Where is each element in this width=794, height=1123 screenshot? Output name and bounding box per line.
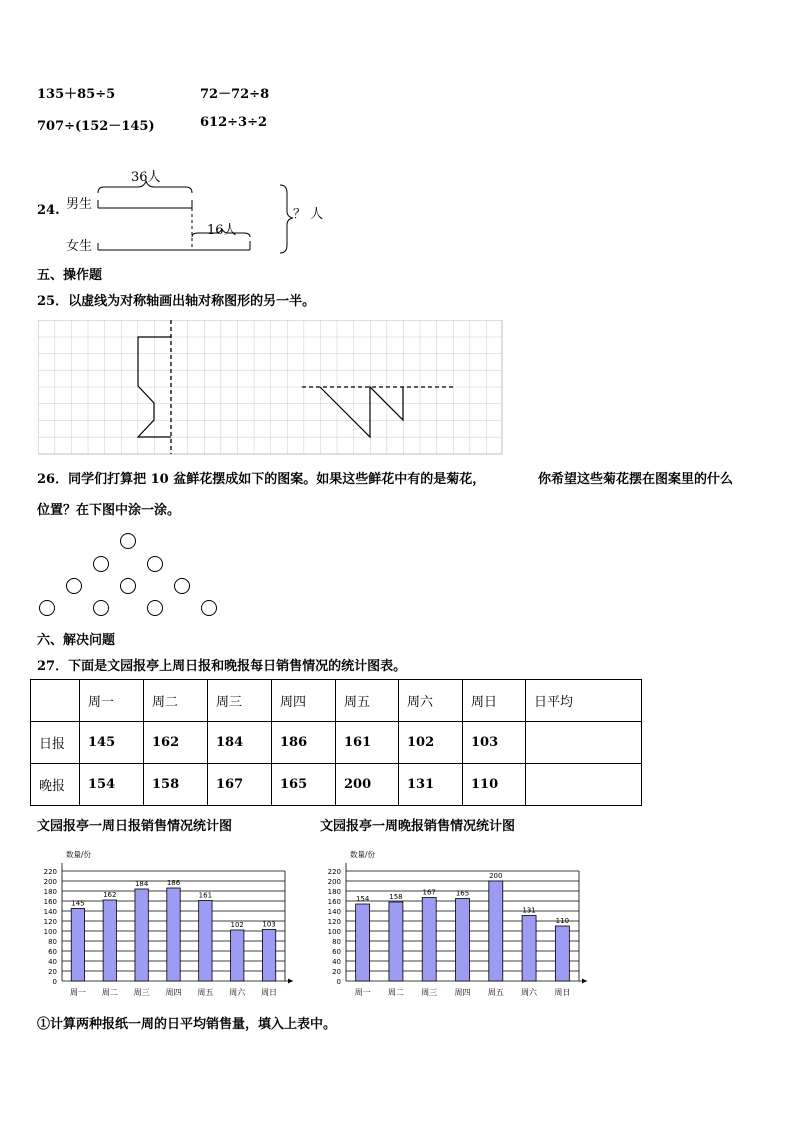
table-header-cell: 日平均	[526, 680, 642, 722]
section5-title: 五、操作题	[37, 268, 103, 283]
calc-2: 72－72÷8	[200, 87, 270, 102]
flower-circle[interactable]	[93, 556, 109, 572]
y-tick-label: 100	[43, 928, 57, 936]
y-tick-label: 220	[43, 868, 57, 876]
bar	[389, 902, 403, 981]
table-header-cell: 周四	[272, 680, 336, 722]
y-tick-label: 60	[48, 948, 57, 956]
data-label: 154	[355, 895, 370, 903]
data-label: 165	[455, 889, 470, 898]
sales-table	[30, 679, 642, 806]
boys-label: 男生	[66, 197, 93, 212]
flower-circle[interactable]	[174, 578, 190, 594]
y-axis-label: 数量/份	[350, 850, 376, 859]
data-label: 102	[230, 921, 244, 929]
table-cell: 184	[208, 722, 272, 764]
table-cell: 110	[463, 764, 526, 806]
y-tick-label: 140	[43, 908, 57, 916]
table-row	[31, 764, 642, 806]
bar	[262, 930, 275, 982]
flower-circle[interactable]	[147, 600, 163, 616]
x-tick-label: 周日	[261, 988, 278, 997]
bar	[555, 926, 569, 981]
calc-3: 707÷(152－145)	[37, 119, 155, 134]
bar	[167, 888, 180, 981]
bar	[199, 901, 212, 982]
y-tick-label: 120	[327, 918, 341, 926]
q26-text-a: 26．同学们打算把 10 盆鲜花摆成如下的图案。如果这些鲜花中有的是菊花，	[37, 472, 486, 487]
y-axis-label: 数量/份	[66, 850, 92, 859]
table-header-cell: 周六	[399, 680, 463, 722]
total-question: ？ 人	[293, 207, 324, 222]
x-tick-label: 周二	[101, 988, 118, 997]
table-cell: 154	[80, 764, 144, 806]
x-tick-label: 周一	[69, 988, 86, 997]
table-cell: 167	[208, 764, 272, 806]
data-label: 161	[198, 891, 213, 900]
data-label: 184	[134, 880, 149, 888]
x-tick-label: 周四	[454, 988, 471, 997]
y-tick-label: 140	[327, 908, 341, 916]
y-tick-label: 80	[48, 938, 57, 946]
daily-average-input[interactable]	[526, 722, 642, 764]
table-header-cell: 周日	[463, 680, 526, 722]
x-tick-label: 周五	[487, 988, 504, 997]
data-label: 145	[71, 899, 85, 908]
y-tick-label: 220	[327, 868, 341, 876]
data-label: 167	[422, 888, 436, 897]
y-tick-label: 40	[332, 958, 341, 966]
flower-circle[interactable]	[66, 578, 82, 594]
section6-title: 六、解决问题	[37, 633, 116, 648]
table-header-cell: 周五	[336, 680, 399, 722]
bar	[489, 881, 503, 981]
flower-circle[interactable]	[147, 556, 163, 572]
y-tick-label: 0	[52, 978, 57, 986]
bar	[356, 904, 370, 981]
calc-4: 612÷3÷2	[200, 115, 268, 130]
table-header-cell	[31, 680, 80, 722]
x-tick-label: 周三	[133, 988, 150, 997]
flower-circle[interactable]	[120, 533, 136, 549]
q27-question-1: ①计算两种报纸一周的日平均销售量，填入上表中。	[37, 1017, 337, 1032]
y-tick-label: 180	[327, 888, 341, 896]
data-label: 186	[166, 879, 181, 887]
x-axis-arrow	[288, 979, 293, 984]
bar	[71, 909, 84, 982]
daily-average-input[interactable]	[526, 764, 642, 806]
y-tick-label: 160	[43, 898, 57, 906]
y-tick-label: 80	[332, 938, 341, 946]
row-label: 晚报	[31, 764, 80, 806]
bar	[231, 930, 244, 981]
bar	[456, 899, 470, 982]
q25-text: 25．以虚线为对称轴画出轴对称图形的另一半。	[37, 294, 316, 309]
girls-label: 女生	[66, 239, 93, 254]
bar	[422, 898, 436, 982]
table-cell: 131	[399, 764, 463, 806]
chart1-title: 文园报亭一周日报销售情况统计图	[37, 819, 233, 834]
table-cell: 145	[80, 722, 144, 764]
data-label: 158	[389, 893, 403, 901]
flower-circle[interactable]	[120, 578, 136, 594]
symmetry-grid	[38, 320, 504, 456]
x-tick-label: 周一	[354, 988, 371, 997]
q24-number: 24.	[37, 203, 60, 218]
table-cell: 162	[144, 722, 208, 764]
x-tick-label: 周六	[229, 988, 246, 997]
table-header-cell: 周三	[208, 680, 272, 722]
flower-circle[interactable]	[201, 600, 217, 616]
y-tick-label: 160	[327, 898, 341, 906]
daily-paper-chart	[30, 845, 305, 1005]
y-tick-label: 100	[327, 928, 341, 936]
bar	[522, 916, 536, 982]
line-diagram	[90, 175, 300, 260]
y-tick-label: 20	[332, 968, 341, 976]
flower-circle[interactable]	[93, 600, 109, 616]
table-cell: 103	[463, 722, 526, 764]
y-tick-label: 120	[43, 918, 57, 926]
x-tick-label: 周五	[197, 988, 214, 997]
chart2-title: 文园报亭一周晚报销售情况统计图	[320, 819, 516, 834]
table-row	[31, 722, 642, 764]
data-label: 162	[103, 891, 117, 899]
x-axis-arrow	[582, 979, 587, 984]
y-tick-label: 40	[48, 958, 57, 966]
y-tick-label: 200	[43, 878, 57, 886]
bar	[135, 889, 148, 981]
bar	[103, 900, 116, 981]
data-label: 103	[262, 920, 276, 929]
q27-text: 27．下面是文园报亭上周日报和晚报每日销售情况的统计图表。	[37, 659, 407, 674]
q26-text-b: 你希望这些菊花摆在图案里的什么	[538, 472, 734, 487]
evening-paper-chart	[314, 845, 599, 1005]
data-label: 110	[555, 917, 570, 925]
boys-count: 36人	[131, 170, 161, 185]
table-cell: 161	[336, 722, 399, 764]
y-tick-label: 200	[327, 878, 341, 886]
diff-count: 16人	[207, 223, 237, 238]
flower-circle[interactable]	[39, 600, 55, 616]
x-tick-label: 周二	[387, 988, 404, 997]
y-tick-label: 0	[336, 978, 341, 986]
x-tick-label: 周六	[521, 988, 538, 997]
table-header-row	[31, 680, 642, 722]
data-label: 200	[489, 872, 503, 880]
table-cell: 102	[399, 722, 463, 764]
table-cell: 165	[272, 764, 336, 806]
calc-1: 135＋85÷5	[37, 87, 116, 102]
table-header-cell: 周一	[80, 680, 144, 722]
table-cell: 186	[272, 722, 336, 764]
table-header-cell: 周二	[144, 680, 208, 722]
x-tick-label: 周日	[554, 988, 571, 997]
x-tick-label: 周四	[165, 988, 182, 997]
x-tick-label: 周三	[421, 988, 438, 997]
q26-text-2: 位置？在下图中涂一涂。	[37, 503, 181, 518]
y-tick-label: 180	[43, 888, 57, 896]
data-label: 131	[522, 906, 536, 915]
table-cell: 158	[144, 764, 208, 806]
table-cell: 200	[336, 764, 399, 806]
y-tick-label: 20	[48, 968, 57, 976]
row-label: 日报	[31, 722, 80, 764]
y-tick-label: 60	[332, 948, 341, 956]
